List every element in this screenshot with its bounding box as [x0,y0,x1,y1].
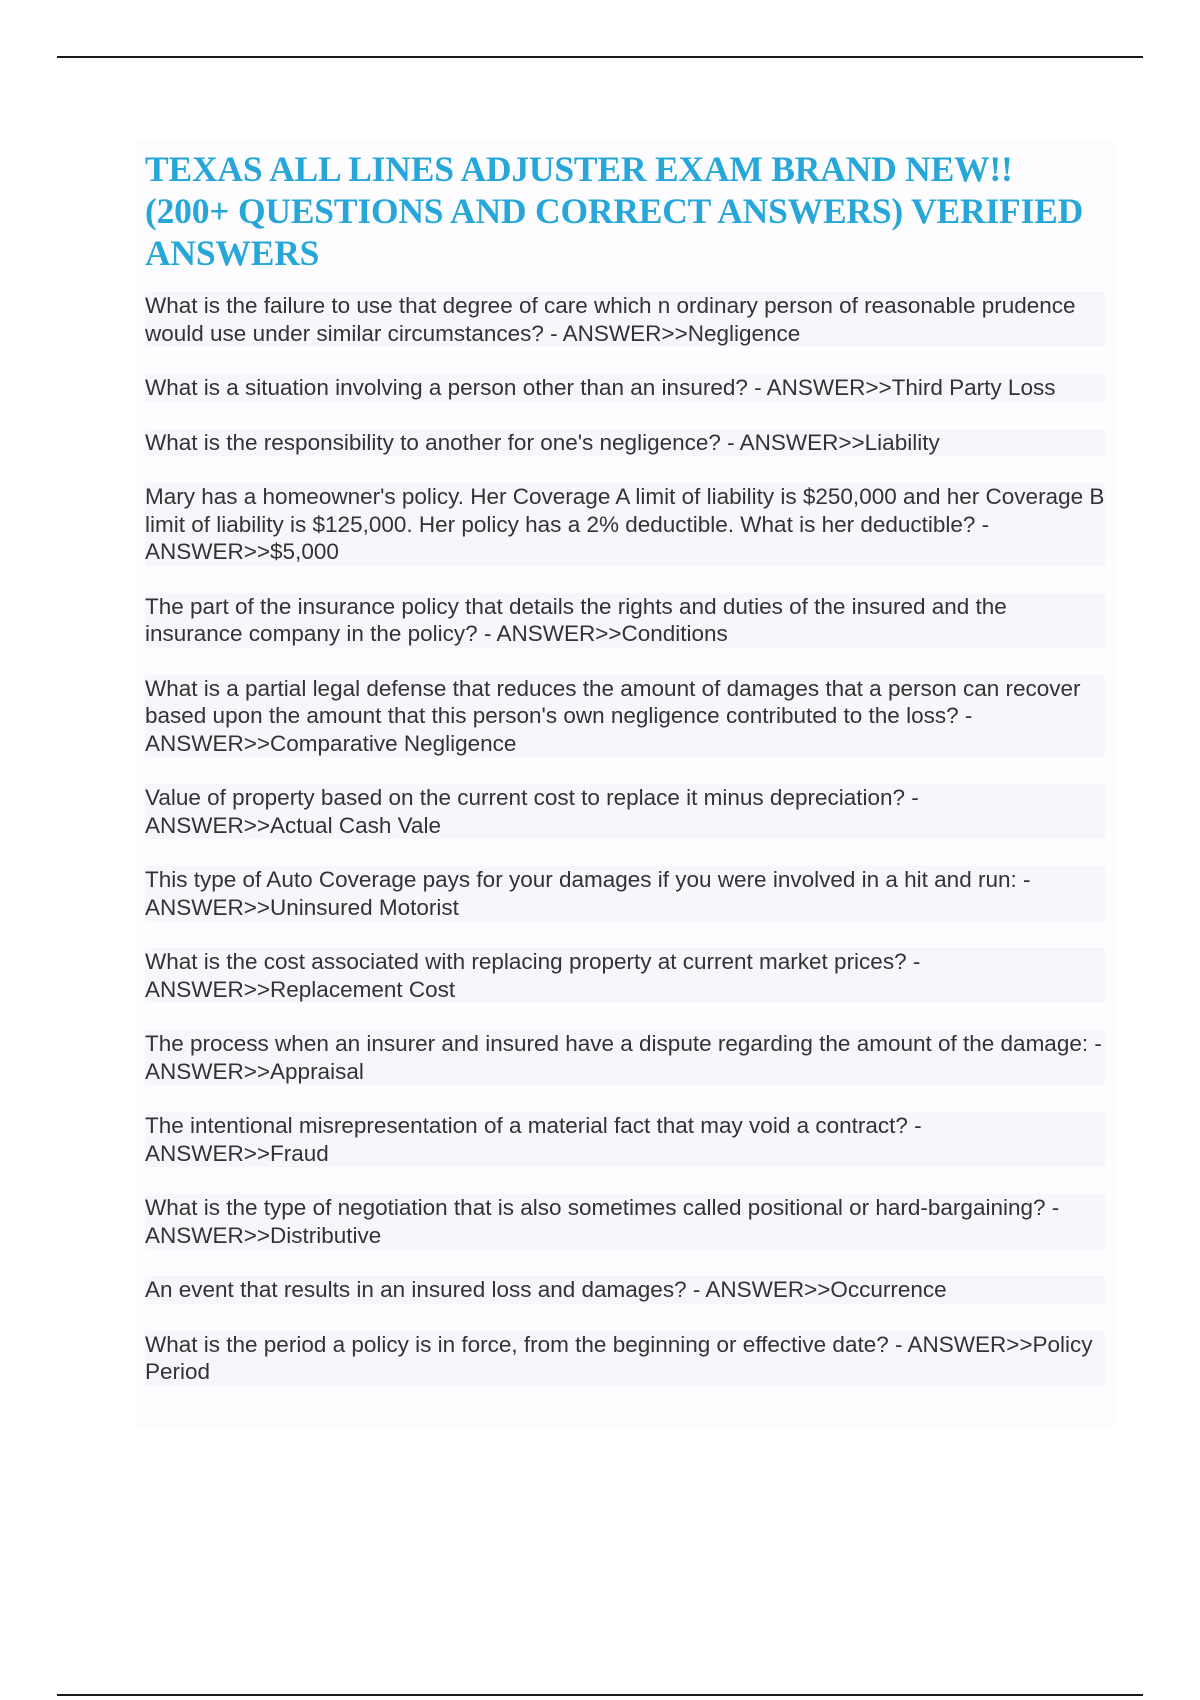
document-title: TEXAS ALL LINES ADJUSTER EXAM BRAND NEW!! (200+ QUESTIONS AND CORRECT ANSWERS) VERIFIED ANSWERS [145,149,1084,273]
qa-item: The intentional misrepresentation of a material fact that may void a contract? - ANSWER>>Fraud [145,1112,1105,1167]
qa-item: What is the cost associated with replacing property at current market prices? - ANSWER>>Replacement Cost [145,948,1105,1003]
qa-item: An event that results in an insured loss and damages? - ANSWER>>Occurrence [145,1276,1105,1304]
bottom-rule [57,1694,1143,1696]
qa-item: What is the responsibility to another for one's negligence? - ANSWER>>Liability [145,429,1105,457]
top-rule [57,56,1143,58]
qa-item: Value of property based on the current cost to replace it minus depreciation? - ANSWER>>Actual Cash Vale [145,784,1105,839]
qa-item: What is a situation involving a person other than an insured? - ANSWER>>Third Party Loss [145,374,1105,402]
qa-item: What is a partial legal defense that reduces the amount of damages that a person can recover based upon the amount that this person's own negligence contributed to the loss? - ANSWER>>Comparative Negligence [145,675,1105,758]
qa-item: The part of the insurance policy that details the rights and duties of the insured and the insurance company in the policy? - ANSWER>>Conditions [145,593,1105,648]
qa-item: This type of Auto Coverage pays for your damages if you were involved in a hit and run: - ANSWER>>Uninsured Motorist [145,866,1105,921]
qa-item: Mary has a homeowner's policy. Her Coverage A limit of liability is $250,000 and her Coverage B limit of liability is $125,000. Her policy has a 2% deductible. What is her deductible? - ANSWER>>$5,000 [145,484,1105,564]
qa-list [145,292,1105,1386]
qa-item: What is the failure to use that degree of care which n ordinary person of reasonable prudence would use under similar circumstances? - ANSWER>>Negligence [145,292,1105,347]
qa-item: What is the period a policy is in force, from the beginning or effective date? - ANSWER>>Policy Period [145,1331,1105,1386]
qa-item: The process when an insurer and insured have a dispute regarding the amount of the damage: - ANSWER>>Appraisal [145,1030,1105,1085]
document-body [135,140,1115,1427]
qa-item: What is the type of negotiation that is also sometimes called positional or hard-bargaining? - ANSWER>>Distributive [145,1194,1105,1249]
